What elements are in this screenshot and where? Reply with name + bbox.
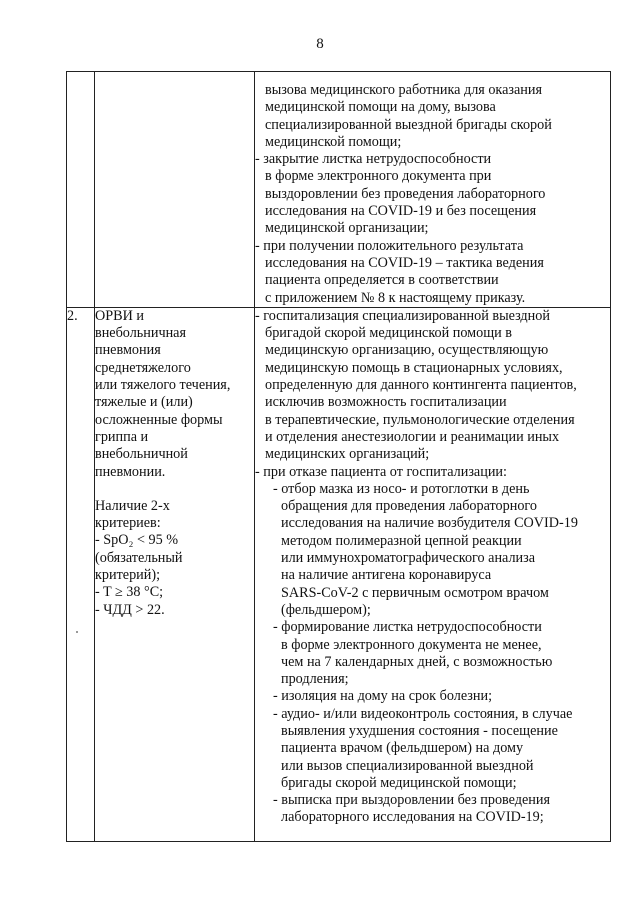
tactic-line: исследования на COVID-19 – тактика ведения xyxy=(265,254,544,271)
tactic-line: SARS-CoV-2 с первичным осмотром врачом xyxy=(281,584,549,601)
document-table xyxy=(66,71,611,842)
tactic-line: - выписка при выздоровлении без проведения xyxy=(273,792,551,809)
scan-speck xyxy=(76,631,78,633)
tactic-line: в форме электронного документа не менее, xyxy=(281,636,542,653)
condition-line: пневмония xyxy=(95,342,161,359)
tactic-line: медицинскую организацию, осуществляющую xyxy=(265,342,549,359)
tactic-line: - при получении положительного результата xyxy=(255,237,524,254)
condition-line: - ЧДД > 22. xyxy=(95,601,165,618)
tactic-line: - госпитализация специализированной выездной xyxy=(255,307,550,324)
tactic-line: - формирование листка нетрудоспособности xyxy=(273,619,542,636)
tactic-line: медицинской организации; xyxy=(265,220,429,237)
condition-line: внебольничной xyxy=(95,446,188,463)
tactic-line: в терапевтические, пульмонологические отделения xyxy=(265,411,575,428)
tactic-line: продления; xyxy=(281,671,349,688)
tactic-line: пациента определяется в соответствии xyxy=(265,272,499,289)
tactic-line: на наличие антигена коронавируса xyxy=(281,567,492,584)
tactic-line: с приложением № 8 к настоящему приказу. xyxy=(265,289,526,306)
condition-line: ОРВИ и xyxy=(95,307,144,324)
tactic-line: или вызов специализированной выездной xyxy=(281,757,534,774)
condition-line: гриппа и xyxy=(95,428,149,445)
tactic-line: лабораторного исследования на COVID-19; xyxy=(281,809,544,826)
tactic-line: выздоровлении без проведения лабораторного xyxy=(265,185,546,202)
tactic-line: медицинских организаций; xyxy=(265,446,430,463)
condition-line: - SpO₂ < 95 % xyxy=(95,532,179,549)
tactic-line: - закрытие листка нетрудоспособности xyxy=(255,151,492,168)
tactic-line: - отбор мазка из носо- и ротоглотки в день xyxy=(273,480,530,497)
tactic-line: определенную для данного контингента пациентов, xyxy=(265,377,577,394)
tactic-line: исследования на COVID-19 и без посещения xyxy=(265,203,537,220)
condition-line: критериев: xyxy=(95,515,161,532)
tactic-line: медицинскую помощь в стационарных условиях, xyxy=(265,359,563,376)
condition-line: - T ≥ 38 °C; xyxy=(95,584,164,601)
condition-line: внебольничная xyxy=(95,325,186,342)
tactic-line: исключив возможность госпитализации xyxy=(265,394,507,411)
row-number-cell: 2. xyxy=(67,307,95,841)
tactic-line: исследования на наличие возбудителя COVID-19 xyxy=(281,515,578,532)
tactic-line: (фельдшером); xyxy=(281,601,371,618)
tactic-line: или иммунохроматографического анализа xyxy=(281,550,536,567)
tactic-line: бригадой скорой медицинской помощи в xyxy=(265,325,512,342)
condition-line: Наличие 2-х xyxy=(95,497,170,514)
tactic-line: - изоляция на дому на срок болезни; xyxy=(273,688,493,705)
condition-line: или тяжелого течения, xyxy=(95,377,231,394)
tactic-line: специализированной выездной бригады скорой xyxy=(265,116,552,133)
tactic-line: выявления ухудшения состояния - посещение xyxy=(281,722,558,739)
tactic-line: вызова медицинского работника для оказания xyxy=(265,82,543,98)
row-number-cell xyxy=(67,72,95,308)
tactic-line: методом полимеразной цепной реакции xyxy=(281,532,522,549)
table-row xyxy=(67,307,611,841)
condition-line: среднетяжелого xyxy=(95,359,191,376)
table-row xyxy=(67,72,611,308)
condition-line: (обязательный xyxy=(95,549,183,566)
tactic-cell xyxy=(255,307,611,841)
condition-line: осложненные формы xyxy=(95,411,223,428)
condition-cell xyxy=(95,307,255,841)
condition-line: пневмонии. xyxy=(95,463,166,480)
tactic-line: обращения для проведения лабораторного xyxy=(281,498,537,515)
condition-line: тяжелые и (или) xyxy=(95,394,193,411)
page-number: 8 xyxy=(316,36,324,52)
tactic-cell xyxy=(255,72,611,308)
condition-cell xyxy=(95,72,255,308)
tactic-line: медицинской помощи на дому, вызова xyxy=(265,99,496,116)
tactic-line: - при отказе пациента от госпитализации: xyxy=(255,463,507,480)
tactic-line: медицинской помощи; xyxy=(265,133,402,150)
tactic-line: пациента врачом (фельдшером) на дому xyxy=(281,740,524,757)
tactic-line: в форме электронного документа при xyxy=(265,168,492,185)
tactic-line: чем на 7 календарных дней, с возможностью xyxy=(281,653,553,670)
tactic-line: и отделения анестезиологии и реанимации иных xyxy=(265,428,560,445)
tactic-line: - аудио- и/или видеоконтроль состояния, в случае xyxy=(273,705,573,722)
condition-line: критерий); xyxy=(95,567,161,584)
tactic-line: бригады скорой медицинской помощи; xyxy=(281,774,517,791)
